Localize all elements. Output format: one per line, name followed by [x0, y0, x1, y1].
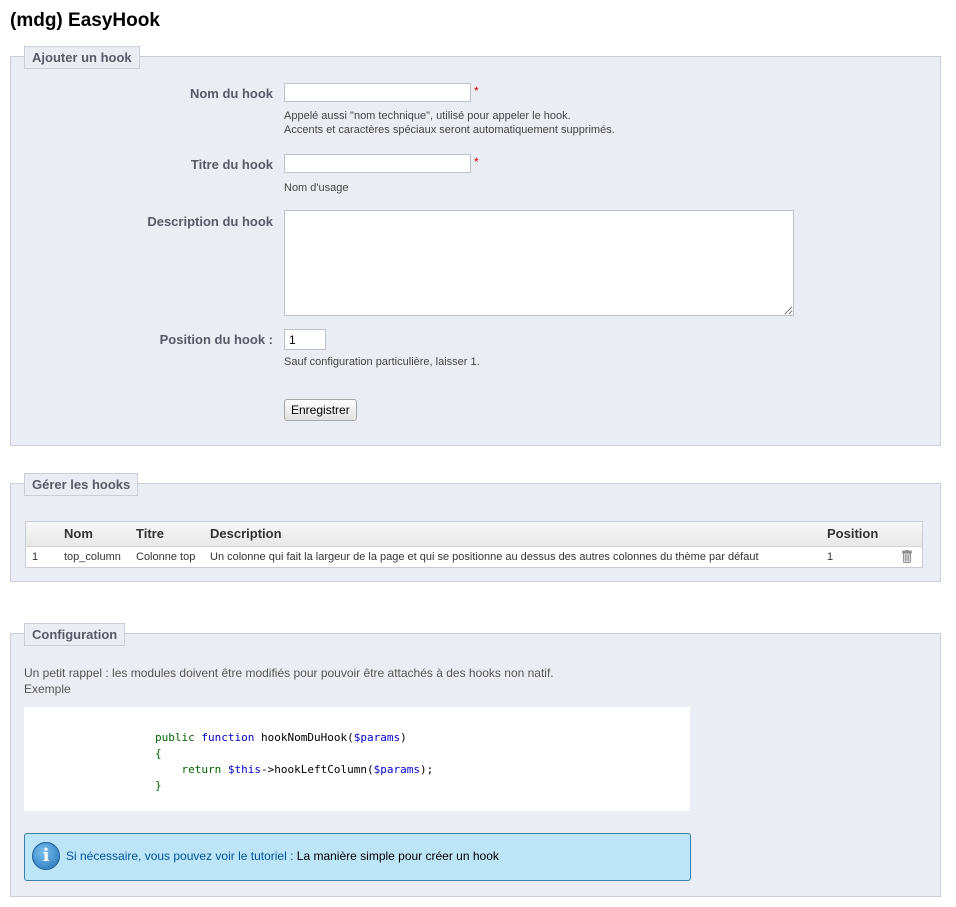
column-header-titre[interactable]: Titre	[136, 526, 164, 541]
hook-title-required-mark: *	[474, 155, 479, 169]
add-hook-legend: Ajouter un hook	[24, 46, 140, 69]
hook-position-label: Position du hook :	[159, 332, 273, 347]
row-position: 1	[827, 551, 834, 563]
column-header-nom[interactable]: Nom	[64, 526, 93, 541]
configuration-legend: Configuration	[24, 623, 125, 646]
row-nom: top_column	[64, 551, 121, 563]
hook-title-label: Titre du hook	[190, 157, 273, 172]
example-label: Exemple	[24, 682, 71, 696]
hook-title-hint: Nom d'usage	[284, 182, 349, 194]
tutorial-link[interactable]: La manière simple pour créer un hook	[296, 849, 499, 863]
configuration-note: Un petit rappel : les modules doivent être modifiés pour pouvoir être attachés à des hooks non natif.	[24, 666, 554, 680]
page-title: (mdg) EasyHook	[10, 10, 160, 31]
tutorial-info-box	[24, 833, 691, 881]
table-row[interactable]	[26, 547, 922, 567]
hook-name-hint-2: Accents et caractères spéciaux seront automatiquement supprimés.	[284, 124, 615, 136]
hook-description-textarea[interactable]	[284, 210, 794, 316]
trash-icon[interactable]	[902, 550, 912, 563]
hook-name-hint-1: Appelé aussi "nom technique", utilisé pour appeler le hook.	[284, 110, 571, 122]
hook-position-input[interactable]	[284, 329, 326, 350]
configuration-panel	[10, 627, 941, 897]
column-header-position[interactable]: Position	[827, 526, 879, 541]
row-titre: Colonne top	[136, 551, 196, 563]
hooks-table-header	[26, 522, 922, 547]
manage-hooks-legend: Gérer les hooks	[24, 473, 138, 496]
hook-position-hint: Sauf configuration particulière, laisser 1.	[284, 356, 480, 368]
row-id: 1	[32, 551, 39, 563]
code-example	[24, 707, 690, 811]
hooks-table	[25, 521, 923, 568]
tutorial-info-text: Si nécessaire, vous pouvez voir le tutoriel : La manière simple pour créer un hook	[66, 849, 499, 863]
info-icon: i	[32, 842, 60, 870]
save-button[interactable]: Enregistrer	[284, 399, 357, 421]
hook-name-required-mark: *	[474, 84, 479, 98]
hook-title-input[interactable]	[284, 154, 471, 173]
add-hook-panel	[10, 50, 941, 446]
column-header-description[interactable]: Description	[210, 526, 282, 541]
manage-hooks-panel	[10, 477, 941, 582]
code-block: public function hookNomDuHook($params) { return $this->hookLeftColumn($params); }	[155, 731, 434, 792]
hook-name-input[interactable]	[284, 83, 471, 102]
hook-description-label: Description du hook	[147, 214, 273, 229]
hook-name-label: Nom du hook	[189, 86, 273, 101]
row-description: Un colonne qui fait la largeur de la page et qui se positionne au dessus des autres colonnes du thème par défaut	[210, 551, 759, 563]
